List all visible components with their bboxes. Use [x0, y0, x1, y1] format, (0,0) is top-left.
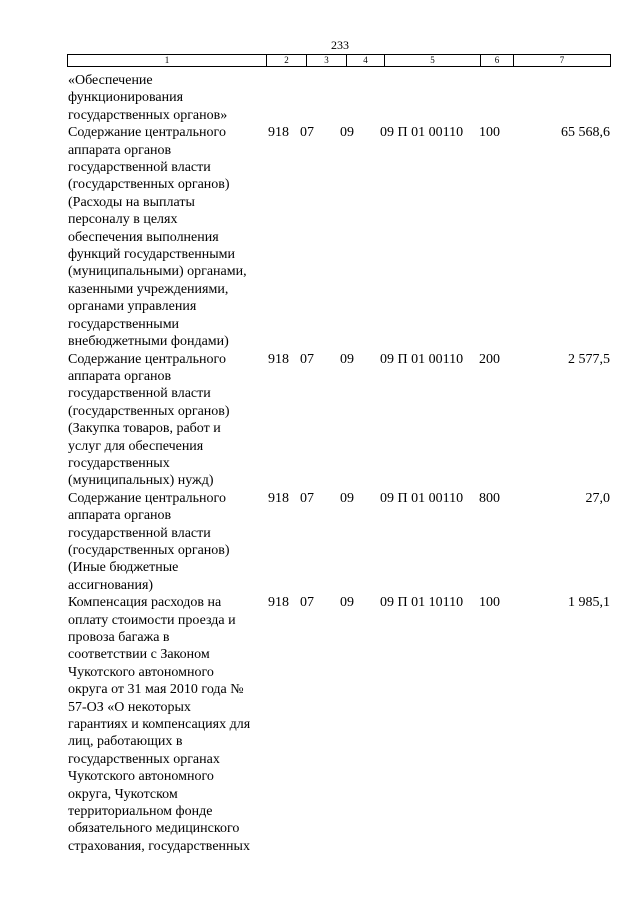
row-amount: 1 985,1: [568, 595, 610, 611]
table-row: [68, 72, 610, 124]
row-subsection-code: 09: [340, 595, 354, 611]
row-amount: 65 568,6: [561, 125, 610, 141]
table-row: [68, 124, 610, 350]
row-section-code: 07: [300, 351, 314, 367]
row-description: «Обеспечение функционирования государственных органов»: [68, 73, 228, 123]
row-target-code: 09 П 01 00110: [380, 490, 464, 506]
row-ministry-code: 918: [268, 125, 289, 141]
row-target-code: 09 П 01 00110: [380, 351, 464, 367]
row-expense-type: 100: [479, 125, 500, 141]
column-header-7: 7: [514, 55, 611, 67]
row-amount: 2 577,5: [568, 351, 610, 367]
row-ministry-code: 918: [268, 351, 289, 367]
row-ministry-code: 918: [268, 595, 289, 611]
row-section-code: 07: [300, 595, 314, 611]
page-number: 233: [331, 38, 349, 52]
row-description: Компенсация расходов на оплату стоимости проезда и провоза багажа в соответствии с Законом Чукотского автономного округа от 31 мая 2010 года № 57-ОЗ «О некоторых гарантиях и компенсациях для лиц, работающих в государственных органах Чукотского автономного округа, Чукотском территориальном фонде обязательного медицинского страхования, государственных: [68, 595, 251, 854]
column-header-5: 5: [385, 55, 481, 67]
budget-table-body: [68, 72, 610, 855]
row-subsection-code: 09: [340, 125, 354, 141]
column-header-row: [68, 55, 611, 67]
table-row: [68, 490, 610, 594]
table-row: [68, 594, 610, 855]
column-header-3: 3: [307, 55, 347, 67]
row-target-code: 09 П 01 00110: [380, 125, 464, 141]
column-header-1: 1: [68, 55, 267, 67]
row-section-code: 07: [300, 125, 314, 141]
row-subsection-code: 09: [340, 351, 354, 367]
row-section-code: 07: [300, 490, 314, 506]
row-expense-type: 200: [479, 351, 500, 367]
column-header-6: 6: [481, 55, 514, 67]
column-header-2: 2: [267, 55, 307, 67]
row-description: Содержание центрального аппарата органов государственной власти (государственных органов) (Расходы на выплаты персоналу в целях обеспечения выполнения функций государственными (муниципальными) органами, казенными учреждениями, органами управления государственными внебюджетными фондами): [68, 125, 247, 350]
row-ministry-code: 918: [268, 490, 289, 506]
row-amount: 27,0: [585, 490, 610, 506]
row-target-code: 09 П 01 10110: [380, 595, 464, 611]
column-header-table: [67, 54, 611, 67]
row-subsection-code: 09: [340, 490, 354, 506]
column-header-4: 4: [347, 55, 385, 67]
row-description: Содержание центрального аппарата органов государственной власти (государственных органов) (Иные бюджетные ассигнования): [68, 490, 230, 593]
row-expense-type: 800: [479, 490, 500, 506]
row-expense-type: 100: [479, 595, 500, 611]
row-description: Содержание центрального аппарата органов государственной власти (государственных органов) (Закупка товаров, работ и услуг для обеспечения государственных (муниципальных) нужд): [68, 351, 230, 489]
table-row: [68, 351, 610, 490]
